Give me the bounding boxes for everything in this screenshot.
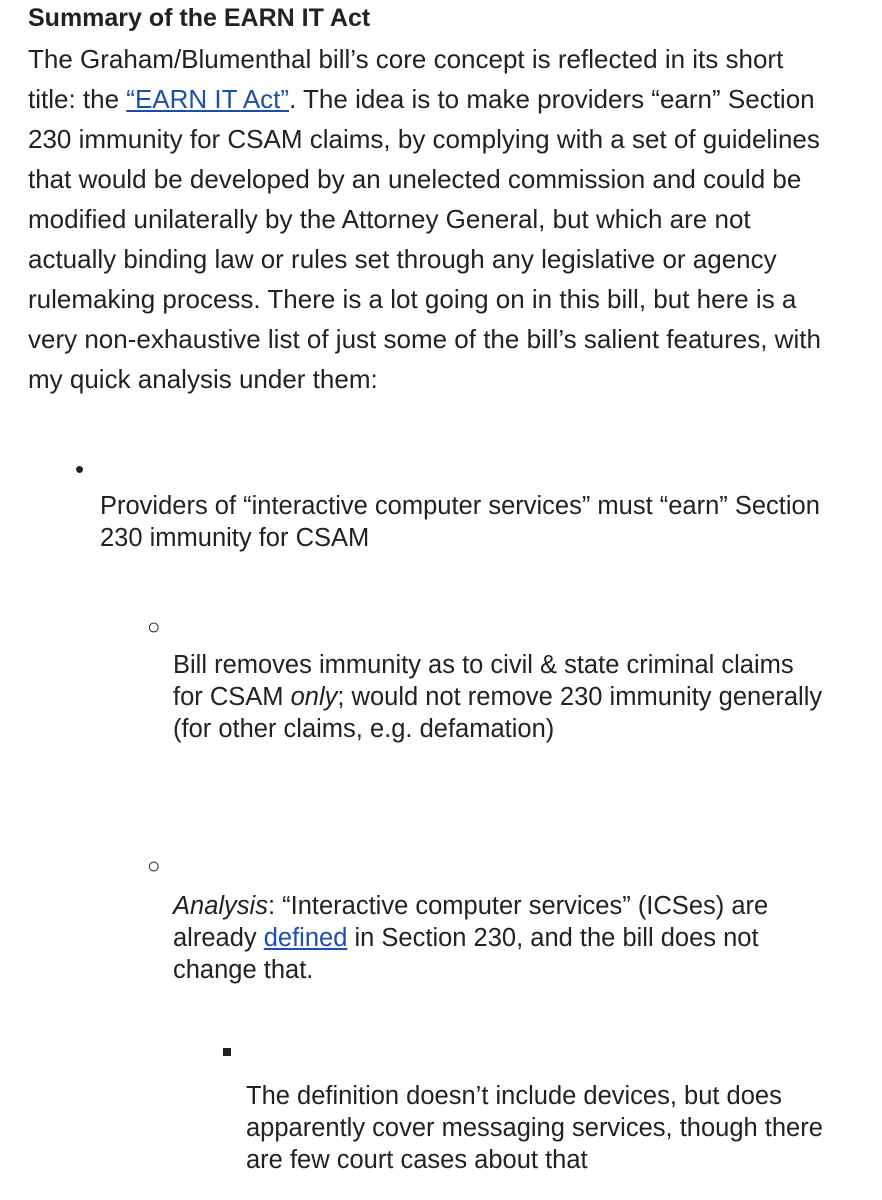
square-bullet-icon [223,1048,231,1056]
list-item-analysis [173,890,768,986]
list-item-line [173,681,822,713]
list-item-line: are few court cases about that [246,1146,588,1174]
intro-line: 230 immunity for CSAM claims, by complying with a set of guidelines [28,124,820,154]
emphasis-analysis: Analysis [173,892,268,920]
list-item-line: apparently cover messaging services, though there [246,1114,823,1142]
list-item-text: in Section 230, and the bill does not [347,924,759,952]
list-item-text: ; would not remove 230 immunity generally [337,683,823,711]
section-heading: Summary of the EARN IT Act [28,4,371,32]
list-item-line: 230 immunity for CSAM [100,524,370,552]
intro-line: modified unilaterally by the Attorney General, but which are not [28,204,751,234]
list-item-text: already [173,924,264,952]
intro-line: rulemaking process. There is a lot going on in this bill, but here is a [28,284,797,314]
intro-line [28,79,868,119]
list-item-immunity-removal [173,649,822,745]
list-item-line: Bill removes immunity as to civil & state criminal claims [173,651,794,679]
list-item-definition [246,1080,823,1176]
intro-paragraph [28,39,868,399]
emphasis-only: only [290,683,338,711]
intro-text: title: the [28,84,127,114]
list-item-line: (for other claims, e.g. defamation) [173,715,555,743]
intro-line: that would be developed by an unelected commission and could be [28,164,802,194]
earn-it-act-link[interactable]: “EARN IT Act” [126,84,290,114]
disc-bullet-icon: • [75,454,85,484]
list-item-line: change that. [173,956,314,984]
list-item-line [173,922,768,954]
intro-line: very non-exhaustive list of just some of the bill’s salient features, with [28,324,821,354]
list-item-line: The definition doesn’t include devices, but does [246,1082,782,1110]
intro-line: The Graham/Blumenthal bill’s core concept is reflected in its short [28,44,784,74]
circle-bullet-icon: ○ [147,614,161,639]
list-item-line [173,890,768,922]
intro-text: . The idea is to make providers “earn” Section [289,84,815,114]
circle-bullet-icon: ○ [147,853,161,878]
list-item-line: Providers of “interactive computer services” must “earn” Section [100,492,820,520]
intro-line: actually binding law or rules set through any legislative or agency [28,244,777,274]
list-item-text: for CSAM [173,683,291,711]
list-item-text: : “Interactive computer services” (ICSes) are [267,892,769,920]
defined-link[interactable]: defined [263,924,348,952]
list-item-providers [100,490,820,554]
intro-line: my quick analysis under them: [28,364,378,394]
